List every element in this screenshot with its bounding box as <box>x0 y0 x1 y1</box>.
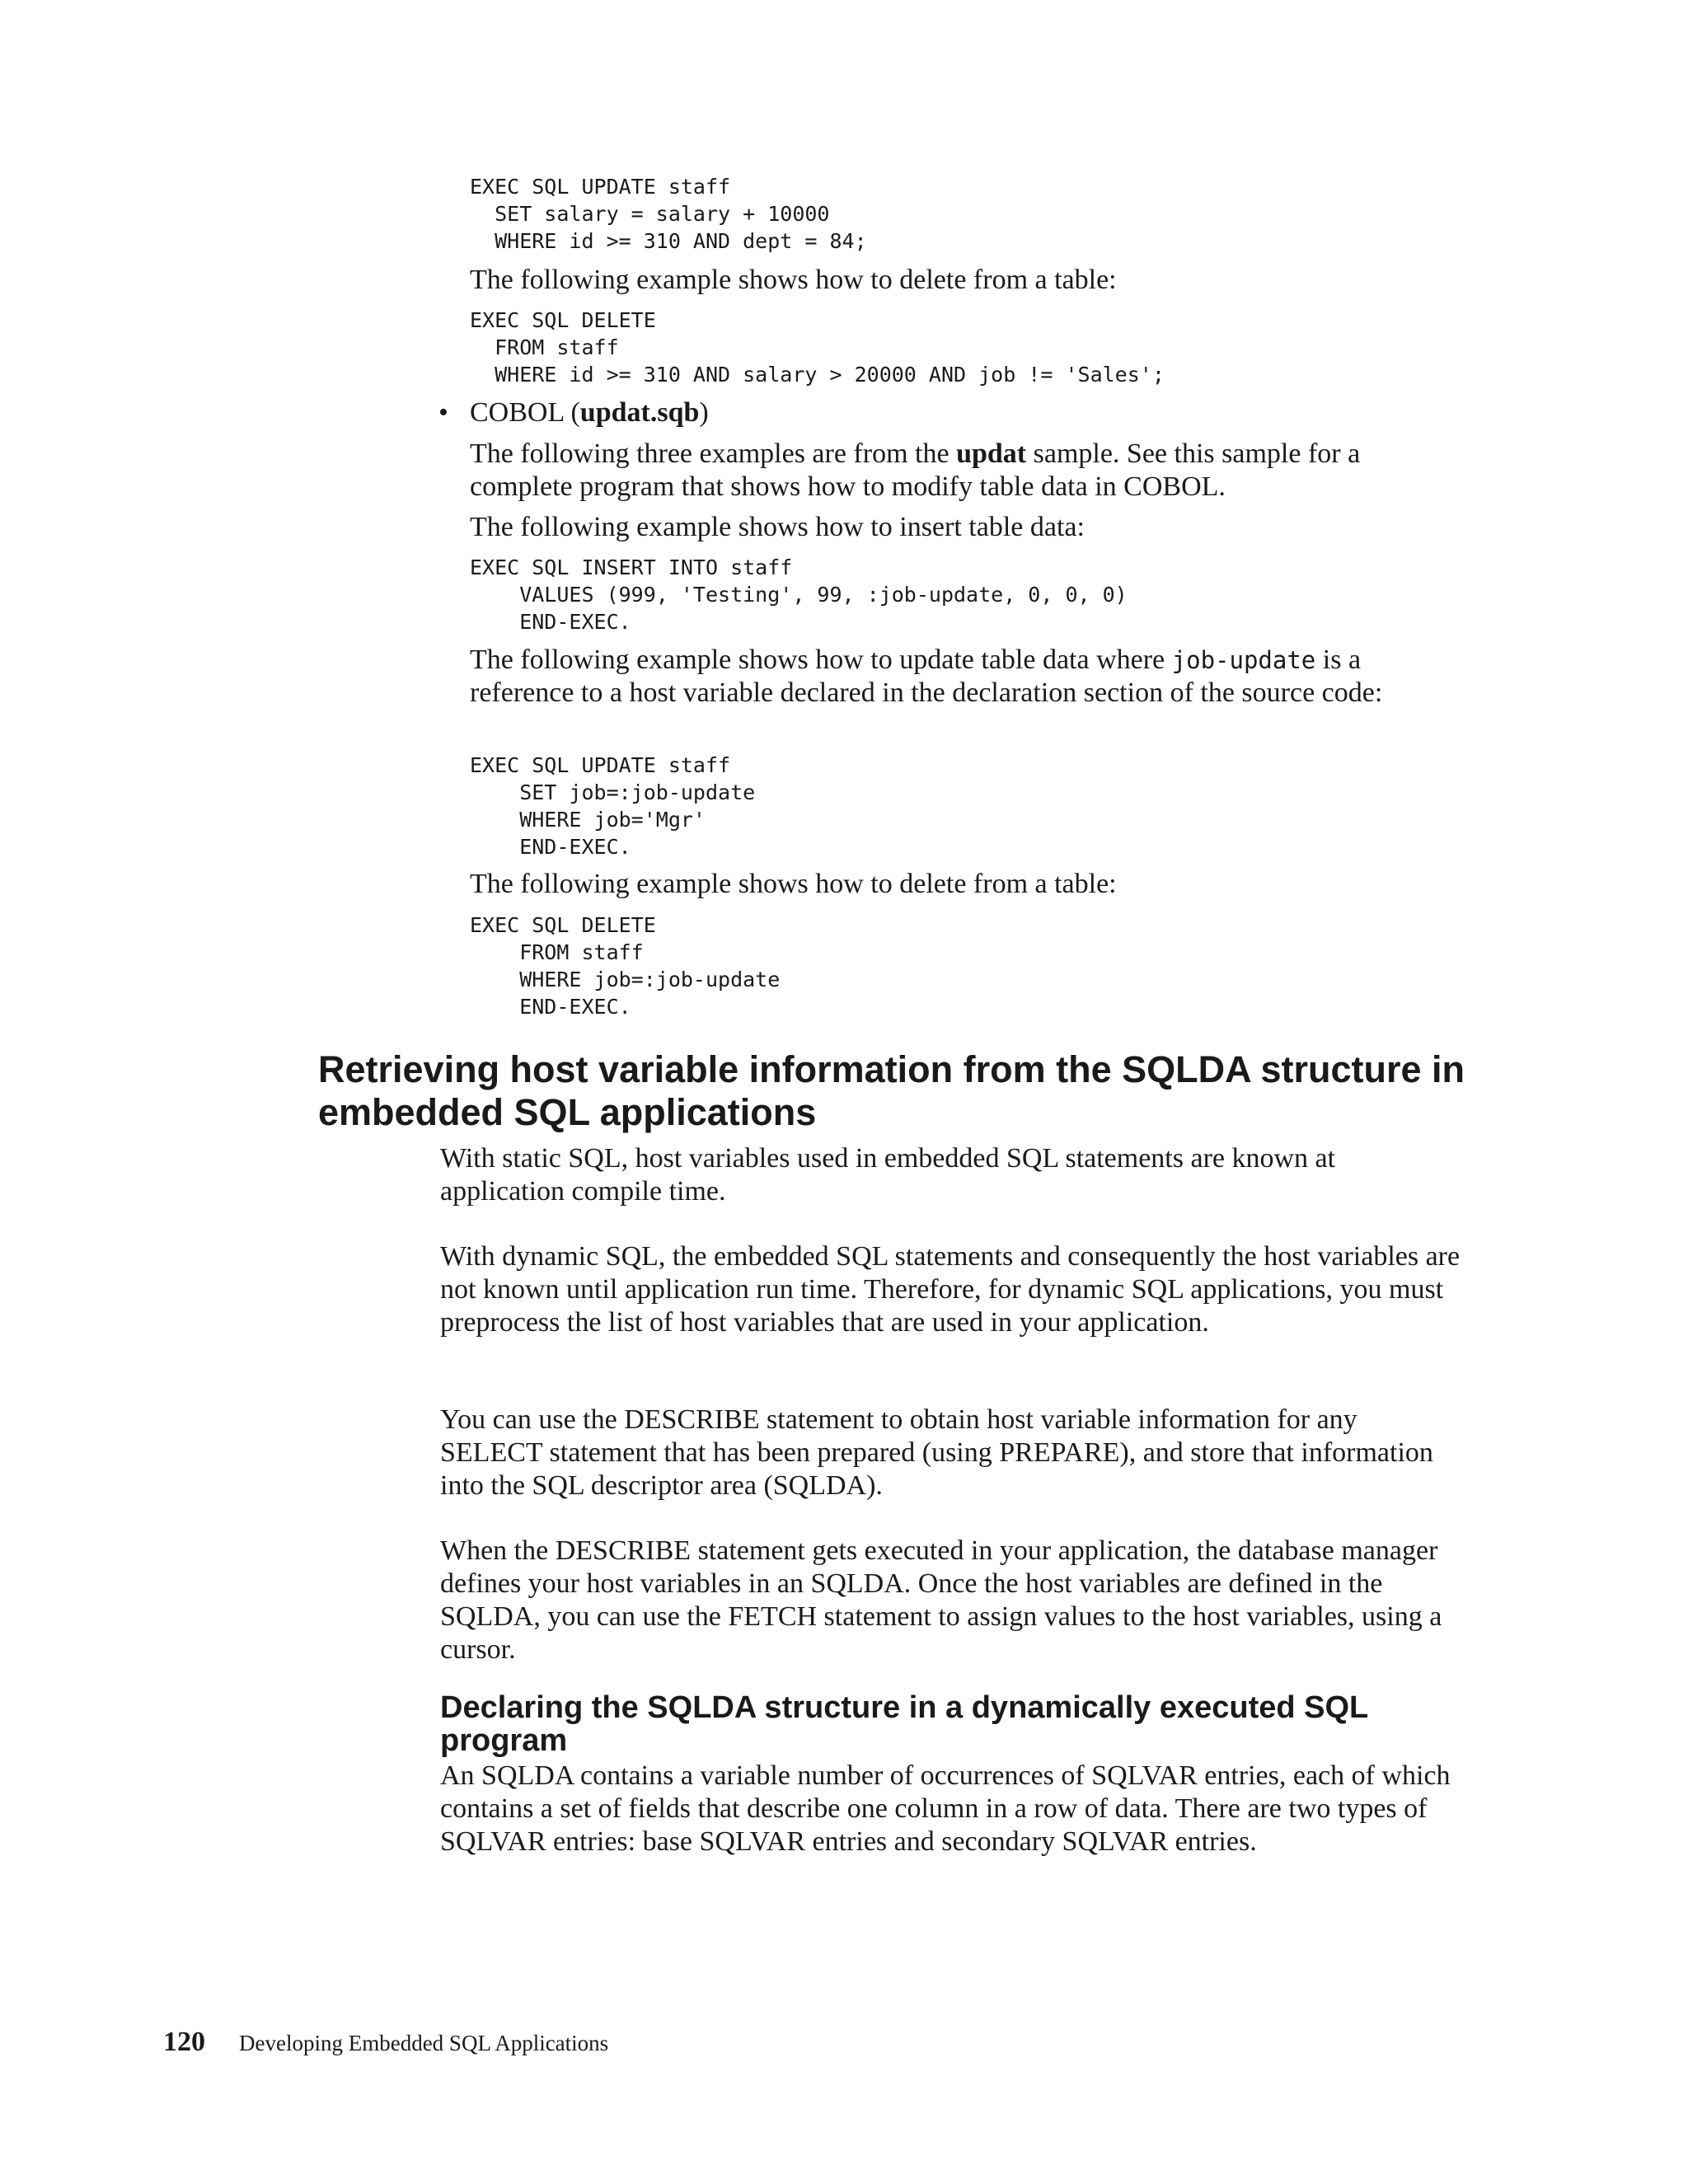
code-example-cobol-delete: EXEC SQL DELETE FROM staff WHERE job=:job-update END-EXEC. <box>470 913 781 1019</box>
cobol-intro-paragraph <box>470 438 1459 504</box>
code-example-c-update: EXEC SQL UPDATE staff SET salary = salary + 10000 WHERE id >= 310 AND dept = 84; <box>470 175 867 253</box>
cobol-label-text: COBOL ( <box>470 397 580 428</box>
code-example-cobol-insert: EXEC SQL INSERT INTO staff VALUES (999, 'Testing', 99, :job-update, 0, 0, 0) END-EXEC. <box>470 555 1128 634</box>
bullet-marker: • <box>438 397 448 428</box>
code-example-c-delete: EXEC SQL DELETE FROM staff WHERE id >= 310 AND salary > 20000 AND job != 'Sales'; <box>470 308 1165 387</box>
update-intro-after: is a reference to a host variable declared in the declaration section of the source code: <box>470 644 1383 708</box>
cobol-label-close: ) <box>699 397 709 428</box>
cobol-filename: updat.sqb <box>579 397 700 428</box>
cobol-intro-before: The following three examples are from the <box>470 438 957 469</box>
insert-example-intro: The following example shows how to insert table data: <box>470 512 1085 542</box>
section-paragraph-4: When the DESCRIBE statement gets executed in your application, the database manager defines your host variables in an SQLDA. Once the host variables are defined in the SQLDA, you can use the FETCH statement to assign values to the host variables, using a cursor. <box>440 1535 1442 1665</box>
subsection-paragraph: An SQLDA contains a variable number of occurrences of SQLVAR entries, each of which contains a set of fields that describe one column in a row of data. There are two types of SQLVAR entries: base SQLVAR entries and secondary SQLVAR entries. <box>440 1760 1451 1857</box>
delete-example-intro: The following example shows how to delete from a table: <box>470 265 1117 295</box>
cobol-intro-after: sample. See this sample for a complete program that shows how to modify table data in COBOL. <box>470 438 1361 502</box>
page-number: 120 <box>163 2027 205 2057</box>
update-example-intro <box>470 644 1459 710</box>
delete-example-intro-cobol: The following example shows how to delete from a table: <box>470 869 1117 899</box>
section-paragraph-3: You can use the DESCRIBE statement to obtain host variable information for any SELECT statement that has been prepared (using PREPARE), and store that information into the SQL descriptor area (SQLDA). <box>440 1404 1433 1501</box>
cobol-bullet-label <box>470 396 1459 429</box>
code-example-cobol-update: EXEC SQL UPDATE staff SET job=:job-update WHERE job='Mgr' END-EXEC. <box>470 753 756 859</box>
subsection-heading: Declaring the SQLDA structure in a dynamically executed SQL program <box>440 1690 1368 1758</box>
cobol-intro-sample-name: updat <box>956 438 1027 469</box>
update-intro-before: The following example shows how to update table data where <box>470 644 1172 675</box>
section-paragraph-2: With dynamic SQL, the embedded SQL statements and consequently the host variables are not known until application run time. Therefore, for dynamic SQL applications, you must preprocess the list of host variables that are used in your application. <box>440 1241 1461 1338</box>
section-heading: Retrieving host variable information from the SQLDA structure in embedded SQL applications <box>318 1048 1465 1133</box>
section-paragraph-1: With static SQL, host variables used in embedded SQL statements are known at application compile time. <box>440 1143 1336 1207</box>
update-intro-host-variable: job-update <box>1171 646 1316 674</box>
footer-book-title: Developing Embedded SQL Applications <box>239 2031 609 2055</box>
